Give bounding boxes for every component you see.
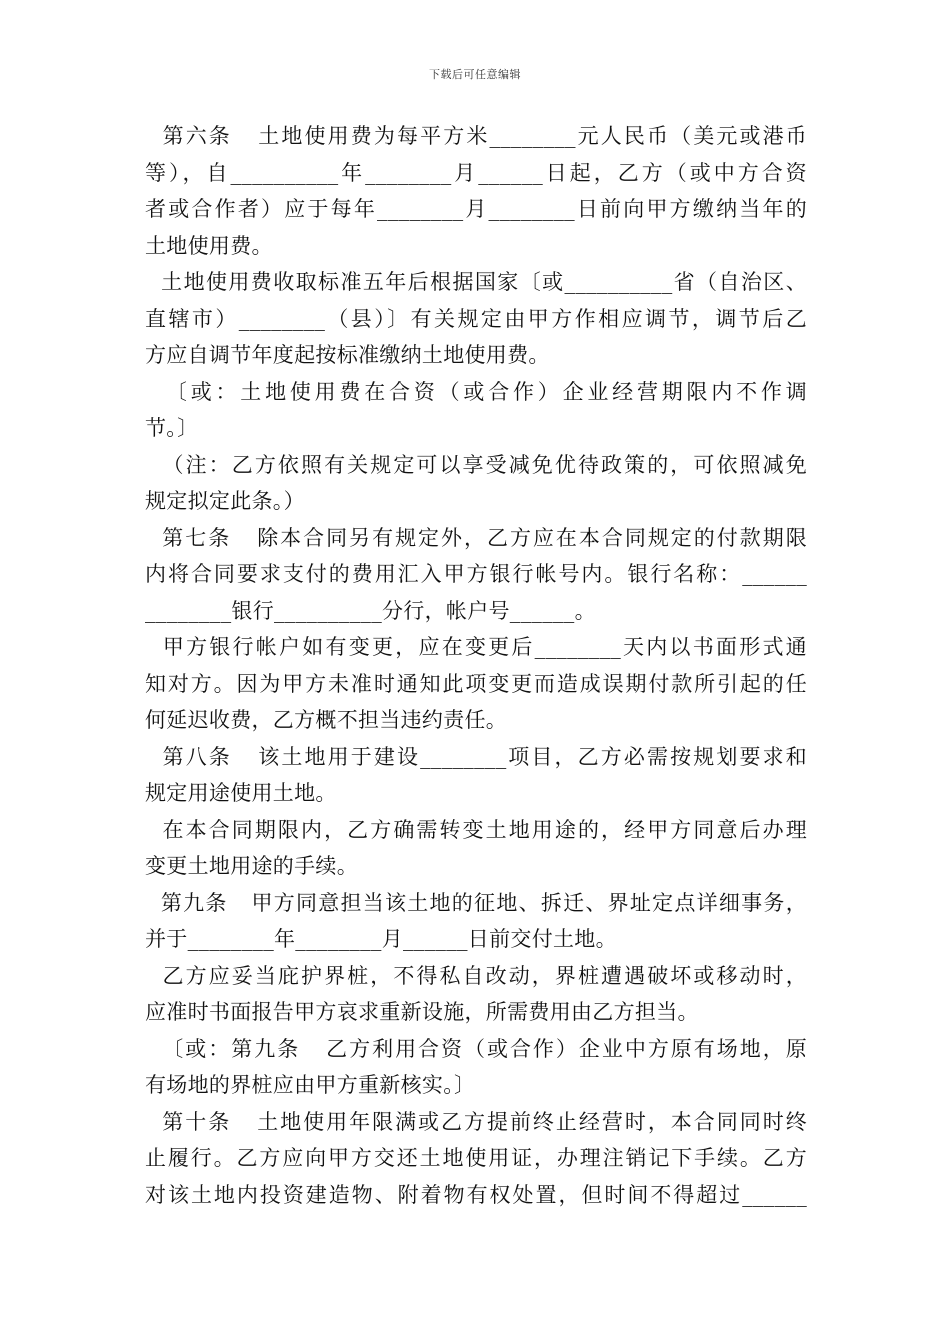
text-line: 等），自__________年________月______日起，乙方（或中方合资 [145,160,807,185]
text-line: 节。〕 [145,416,199,440]
text-line: 知对方。因为甲方未准时通知此项变更而造成误期付款所引起的任 [145,671,807,696]
text-line: 乙方应妥当庇护界桩，不得私自改动，界桩遭遇破坏或移动时， [145,963,807,988]
text-line: 应准时书面报告甲方哀求重新设施，所需费用由乙方担当。 [145,1000,699,1024]
text-line: 直辖市）________（县）〕有关规定由甲方作相应调节，调节后乙 [145,306,807,331]
document-body [145,118,807,1213]
text-line: （注：乙方依照有关规定可以享受减免优待政策的，可依照减免 [145,452,807,477]
text-line: 对该土地内投资建造物、附着物有权处置，但时间不得超过______ [145,1182,807,1207]
text-line: 第八条 该土地用于建设________项目，乙方必需按规划要求和 [145,744,807,769]
text-line: 第六条 土地使用费为每平方米________元人民币（美元或港币 [145,124,807,148]
text-line: 变更土地用途的手续。 [145,854,358,878]
text-line: 规定拟定此条。） [145,489,305,513]
text-line: 者或合作者）应于每年________月________日前向甲方缴纳当年的 [145,197,807,221]
text-line: 土地使用费。 [145,233,273,258]
text-line: 土地使用费收取标准五年后根据国家〔或__________省（自治区、 [145,270,807,294]
text-line: 并于________年________月______日前交付土地。 [145,927,617,951]
text-line: 在本合同期限内，乙方确需转变土地用途的，经甲方同意后办理 [145,817,807,842]
text-line: 何延迟收费，乙方概不担当违约责任。 [145,708,508,732]
text-line: 第九条 甲方同意担当该土地的征地、拆迁、界址定点详细事务， [145,890,807,915]
text-line: 内将合同要求支付的费用汇入甲方银行帐号内。银行名称：______ [145,562,807,586]
text-line: 有场地的界桩应由甲方重新核实。〕 [145,1073,476,1097]
text-line: 止履行。乙方应向甲方交还土地使用证，办理注销记下手续。乙方 [145,1146,807,1170]
text-line: 规定用途使用土地。 [145,781,337,805]
page-header: 下载后可任意编辑 [429,68,521,81]
text-line: 甲方银行帐户如有变更，应在变更后________天内以书面形式通 [145,635,807,659]
text-line: 第十条 土地使用年限满或乙方提前终止经营时，本合同同时终 [145,1109,807,1134]
text-line: 〔或：土地使用费在合资（或合作）企业经营期限内不作调 [145,379,807,404]
text-line: ________银行__________分行，帐户号______。 [145,598,596,623]
text-line: 方应自调节年度起按标准缴纳土地使用费。 [145,343,550,367]
text-line: 〔或：第九条 乙方利用合资（或合作）企业中方原有场地，原 [145,1036,807,1061]
text-line: 第七条 除本合同另有规定外，乙方应在本合同规定的付款期限 [145,525,807,550]
